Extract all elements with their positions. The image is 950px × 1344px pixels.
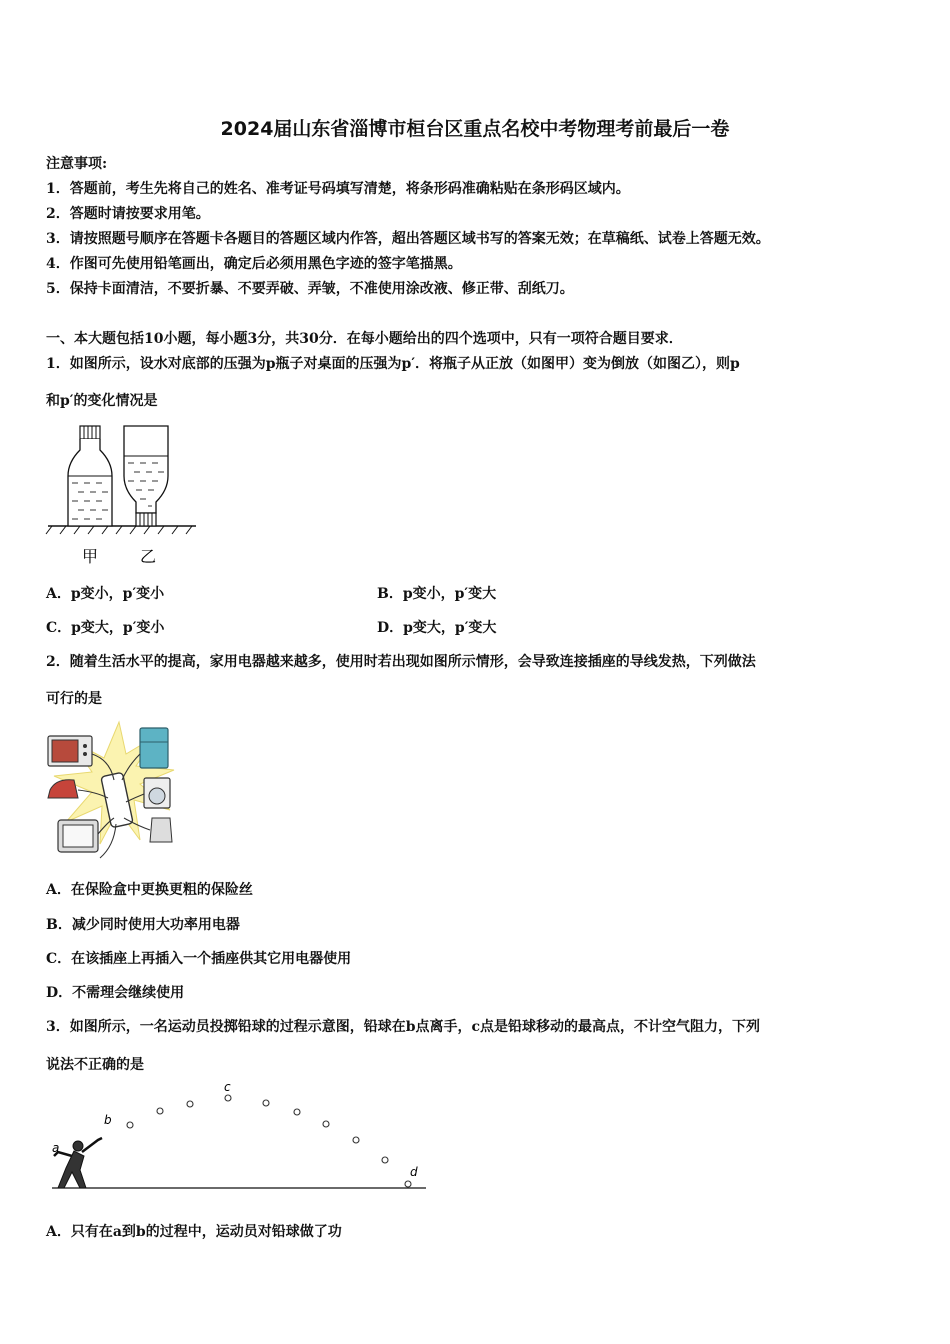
question-1-stem-cont: 和p′的变化情况是 <box>46 393 158 409</box>
shot-trajectory <box>127 1095 411 1187</box>
page-title: 2024届山东省淄博市桓台区重点名校中考物理考前最后一卷 <box>220 118 730 140</box>
question-1-stem: 1．如图所示，设水对底部的压强为p瓶子对桌面的压强为p′．将瓶子从正放（如图甲）变为倒放（如图乙），则p <box>46 356 740 372</box>
question-2-stem: 2．随着生活水平的提高，家用电器越来越多，使用时若出现如图所示情形，会导致连接插座的导线发热，下列做法 <box>46 654 756 670</box>
point-label-a: a <box>52 1141 60 1155</box>
athlete-figure <box>54 1138 102 1188</box>
q1-option-a[interactable]: A．p变小，p′变小 <box>46 586 165 602</box>
q3-option-a[interactable]: A．只有在a到b的过程中，运动员对铅球做了功 <box>46 1224 342 1240</box>
notice-item: 3．请按照题号顺序在答题卡各题目的答题区域内作答，超出答题区域书写的答案无效；在草稿纸、试卷上答题无效。 <box>46 231 770 247</box>
notice-item: 1．答题前，考生先将自己的姓名、准考证号码填写清楚，将条形码准确粘贴在条形码区域内。 <box>46 181 630 197</box>
shot-put-figure <box>44 1078 434 1198</box>
notice-item: 2．答题时请按要求用笔。 <box>46 206 210 222</box>
point-label-d: d <box>410 1165 418 1179</box>
q2-option-c[interactable]: C．在该插座上再插入一个插座供其它用电器使用 <box>46 951 352 967</box>
notice-heading: 注意事项: <box>46 156 108 172</box>
point-label-b: b <box>104 1113 112 1127</box>
q1-option-c[interactable]: C．p变大，p′变小 <box>46 620 165 636</box>
fig-label-yi: 乙 <box>140 547 157 566</box>
question-2-stem-cont: 可行的是 <box>46 691 102 707</box>
bottle-upright <box>68 426 112 526</box>
point-label-c: c <box>224 1080 231 1094</box>
overloaded-socket-figure <box>44 714 194 864</box>
bottle-inverted <box>124 426 168 526</box>
question-3-stem: 3．如图所示，一名运动员投掷铅球的过程示意图，铅球在b点离手，c点是铅球移动的最高点，不计空气阻力，下列 <box>46 1019 761 1035</box>
q2-option-d[interactable]: D．不需理会继续使用 <box>46 985 185 1001</box>
fig-label-jia: 甲 <box>82 547 99 566</box>
bottle-figure <box>44 420 204 570</box>
q2-option-a[interactable]: A．在保险盒中更换更粗的保险丝 <box>46 882 253 898</box>
notice-item: 5．保持卡面清洁，不要折暴、不要弄破、弄皱，不准使用涂改液、修正带、刮纸刀。 <box>46 281 574 297</box>
notice-item: 4．作图可先使用铅笔画出，确定后必须用黑色字迹的签字笔描黑。 <box>46 256 462 272</box>
q2-option-b[interactable]: B．减少同时使用大功率用电器 <box>46 917 240 933</box>
question-3-stem-cont: 说法不正确的是 <box>46 1057 144 1073</box>
q1-option-b[interactable]: B．p变小，p′变大 <box>377 586 497 602</box>
q1-option-d[interactable]: D．p变大，p′变大 <box>377 620 497 636</box>
section-heading: 一、本大题包括10小题，每小题3分，共30分．在每小题给出的四个选项中，只有一项符合题目要求． <box>46 331 683 347</box>
